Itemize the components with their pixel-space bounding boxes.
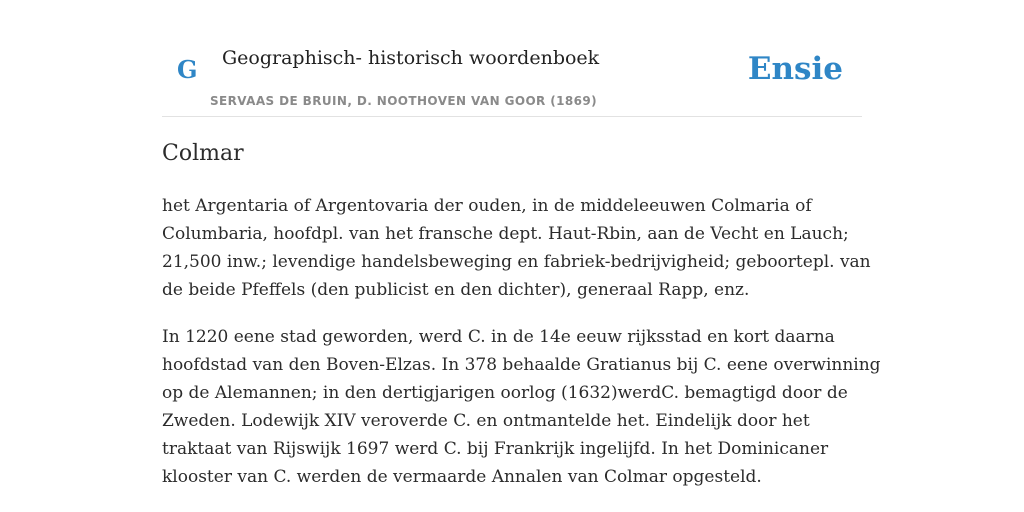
paragraph-line: de beide Pfeffels (den publicist en den dichter), generaal Rapp, enz. <box>162 280 750 300</box>
entry-paragraph <box>162 192 871 304</box>
book-header <box>162 0 862 117</box>
entry-title: Colmar <box>162 141 244 166</box>
paragraph-line: hoofdstad van den Boven-Elzas. In 378 behaalde Gratianus bij C. eene overwinning <box>162 355 881 375</box>
paragraph-line: klooster van C. werden de vermaarde Annalen van Colmar opgesteld. <box>162 467 762 487</box>
paragraph-line: traktaat van Rijswijk 1697 werd C. bij Frankrijk ingelijfd. In het Dominicaner <box>162 439 829 459</box>
ensie-brand-link[interactable]: Ensie <box>747 51 843 87</box>
paragraph-line: Columbaria, hoofdpl. van het fransche dept. Haut-Rbin, aan de Vecht en Lauch; <box>162 224 849 244</box>
paragraph-line: het Argentaria of Argentovaria der ouden, in de middeleeuwen Colmaria of <box>162 196 812 216</box>
paragraph-line: op de Alemannen; in den dertigjarigen oorlog (1632)werdC. bemagtigd door de <box>162 383 848 403</box>
paragraph-line: In 1220 eene stad geworden, werd C. in de 14e eeuw rijksstad en kort daarna <box>162 327 835 347</box>
book-author: SERVAAS DE BRUIN, D. NOOTHOVEN VAN GOOR (1869) <box>210 94 598 108</box>
paragraph-line: 21,500 inw.; levendige handelsbeweging en fabriek-bedrijvigheid; geboortepl. van <box>162 252 871 272</box>
page-container <box>162 0 881 487</box>
book-logo-link[interactable]: G <box>177 55 198 84</box>
entry-paragraph <box>162 323 881 491</box>
paragraph-line: Zweden. Lodewijk XIV veroverde C. en ontmantelde het. Eindelijk door het <box>162 411 810 431</box>
book-title-link[interactable]: Geographisch- historisch woordenboek <box>222 47 600 69</box>
